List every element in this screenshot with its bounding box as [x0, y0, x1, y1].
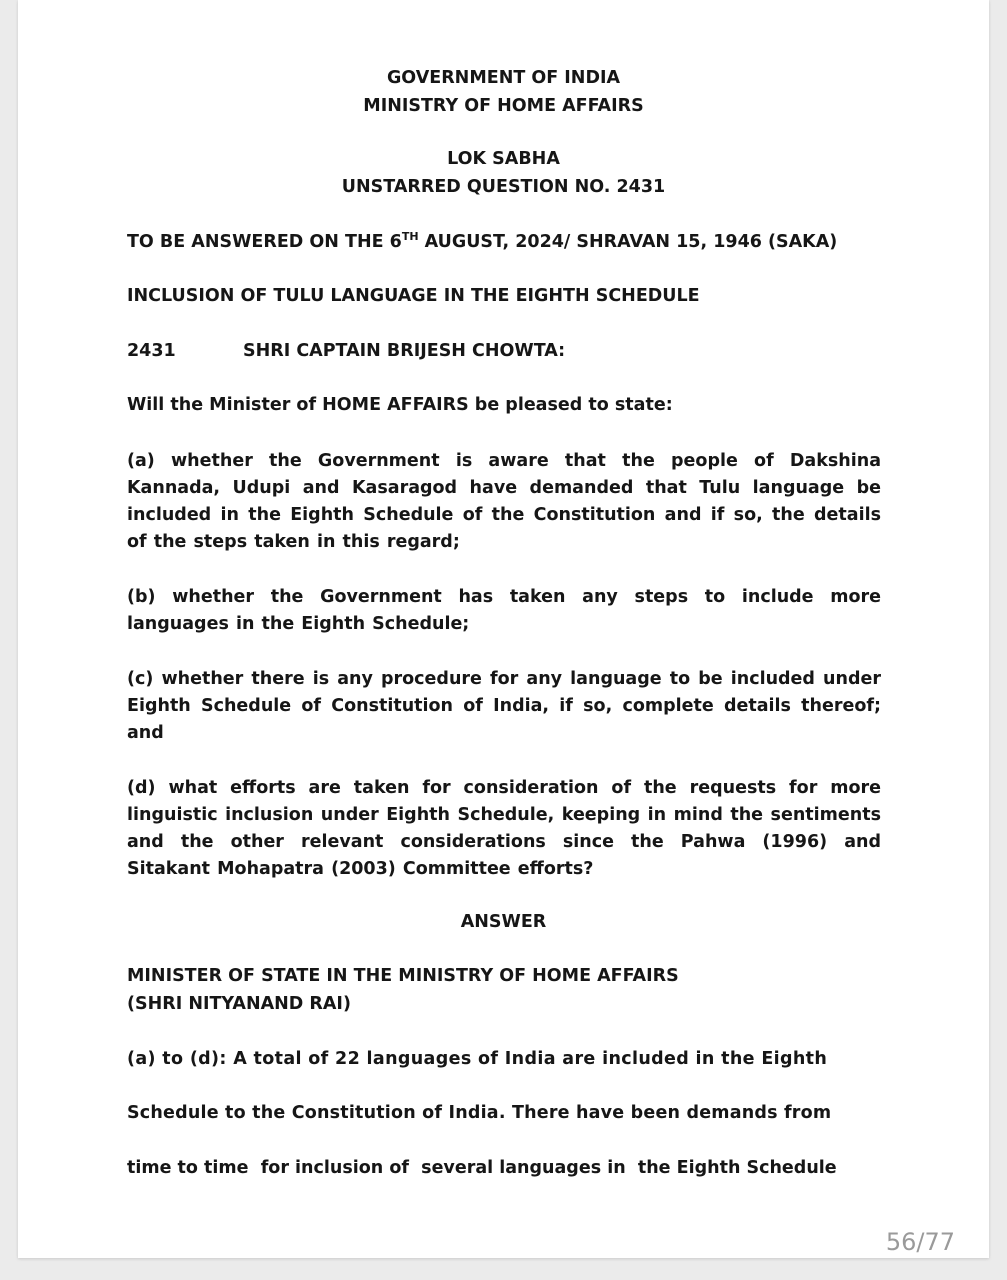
question-part-c: (c) whether there is any procedure for any language to be included under Eighth Schedule of Constitution of India, if so, complete details thereof; and: [127, 669, 881, 743]
answer-line: time to time for inclusion of several languages in the Eighth Schedule: [127, 1158, 837, 1178]
answer-date-suffix: AUGUST, 2024/ SHRAVAN 15, 1946 (SAKA): [418, 232, 838, 252]
page-counter: 56/77: [885, 1228, 955, 1256]
question-number: 2431: [127, 341, 176, 361]
answer-heading: ANSWER: [460, 912, 547, 932]
question-part-d: (d) what efforts are taken for consideration of the requests for more linguistic inclusion under Eighth Schedule, keeping in mind the sentiments and the other relevant considerations since the Pahwa (1996) and Sitakant Mohapatra (2003) Committee efforts?: [127, 778, 881, 879]
header-government: GOVERNMENT OF INDIA: [386, 68, 621, 88]
header-question-number: UNSTARRED QUESTION NO. 2431: [341, 177, 666, 197]
question-part-b: (b) whether the Government has taken any steps to include more languages in the Eighth Schedule;: [127, 587, 881, 634]
document-page: [18, 0, 989, 1258]
answer-line: (a) to (d): A total of 22 languages of India are included in the Eighth: [127, 1049, 828, 1069]
header-house: LOK SABHA: [447, 149, 560, 169]
question-part-a: (a) whether the Government is aware that the people of Dakshina Kannada, Udupi and Kasaragod have demanded that Tulu language be included in the Eighth Schedule of the Constitution and if so, the details of the steps taken in this regard;: [127, 451, 881, 552]
answer-date-prefix: TO BE ANSWERED ON THE 6: [127, 232, 402, 252]
answer-line: Schedule to the Constitution of India. There have been demands from: [127, 1103, 832, 1123]
member-name: SHRI CAPTAIN BRIJESH CHOWTA:: [243, 341, 566, 361]
answer-date: [127, 232, 837, 252]
minister-name: (SHRI NITYANAND RAI): [127, 994, 351, 1014]
answer-date-superscript: TH: [401, 230, 419, 243]
header-ministry: MINISTRY OF HOME AFFAIRS: [363, 96, 644, 116]
subject-title: INCLUSION OF TULU LANGUAGE IN THE EIGHTH SCHEDULE: [127, 286, 700, 306]
question-intro: Will the Minister of HOME AFFAIRS be pleased to state:: [127, 395, 673, 415]
minister-designation: MINISTER OF STATE IN THE MINISTRY OF HOME AFFAIRS: [127, 966, 679, 986]
